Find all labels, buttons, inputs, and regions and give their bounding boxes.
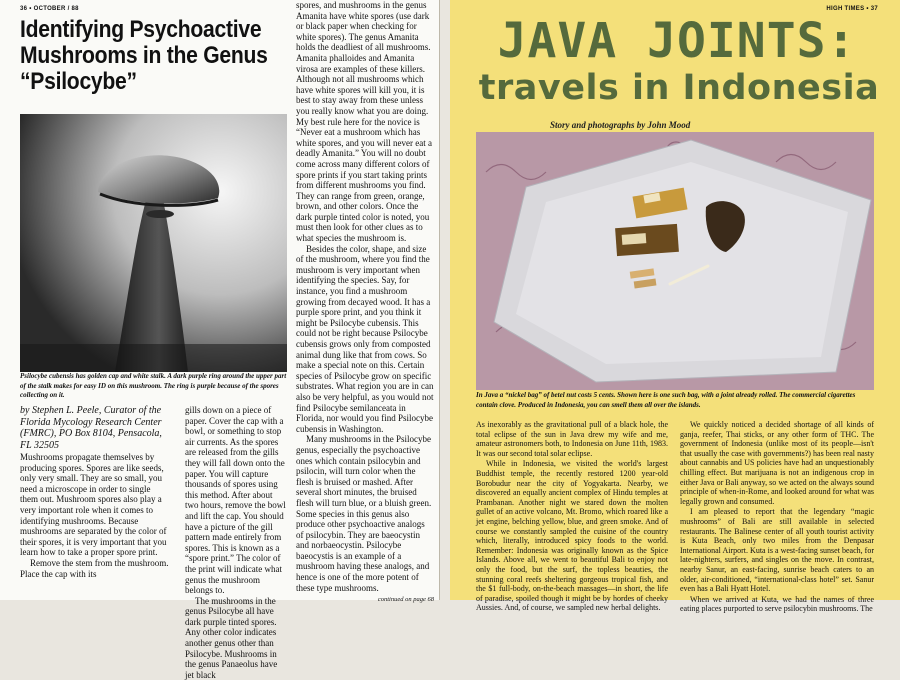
mushroom-photo — [20, 114, 287, 372]
paragraph: Remove the stem from the mushroom. Place the cap with its — [20, 557, 169, 579]
article-column — [680, 420, 874, 615]
paragraph: We quickly noticed a decided shortage of all kinds of ganja, reefer, Thai sticks, or any other form of THC. The government of Indonesia (unlike most of its people—isn't that usually the case with governments?) has been real nasty about cannabis and US policies have had an unquestionably chilling effect. But marijuana is not an indigenous crop in either Java or Bali anyway, so we acted on the always sound principle of when-in-Rome, and looked around for what was legally grown and consumed. — [680, 420, 874, 506]
byline: by Stephen L. Peele, Curator of the Florida Mycology Research Center (FMRC), PO Box 8104, Pensacola, FL 32505 — [20, 405, 162, 451]
article-column — [296, 0, 434, 606]
article-headline — [20, 16, 268, 95]
paragraph: When we arrived at Kuta, we had the names of three eating places purported to serve psilocybin mushrooms. The — [680, 594, 874, 614]
paragraph: spores, and mushrooms in the genus Amanita have white spores (use dark or black paper when checking for white spores). The genus Amanita holds the deadliest of all mushrooms. Amanita phalloides and Amanita virosa are examples of these killers. Although not all mushrooms which have white spores will kill you, it is best to stay away from these unless you really know what you are doing. My best rule here for the novice is “Never eat a mushroom which has white spores, and you will never eat a deadly Amanita.” You will no doubt come across many different colors of spore prints if you start taking prints from different mushrooms you find. They can range from green, orange, brown, and other colors. Once the dark purple tinted color is noted, you must then look for other clues as to what species the mushroom is. — [296, 0, 432, 244]
story-credit: Story and photographs by John Mood — [550, 120, 691, 130]
headline-line: Mushrooms in the Genus — [20, 42, 268, 69]
article-title: JAVA JOINTS: — [497, 13, 857, 69]
paragraph: I am pleased to report that the legendary “magic mushrooms” of Bali are still available in selected restaurants. The Balinese center of all youth tourist activity is Kuta Beach, only two miles from the Denpasar International Airport. Kuta is a west-facing sunset beach, for late-nighters, surfers, and singles on the move. In contrast, nearby Sanur, an east-facing, sunrise beach caters to an older, air-conditioned, “international-class hotel” set. Sanur even has a Bali Hyatt Hotel. — [680, 507, 874, 594]
page-folio: HIGH TIMES • 37 — [826, 6, 878, 12]
photo-caption: Psilocybe cubensis has golden cap and white stalk. A dark purple ring around the upper part of the stalk makes for easy ID on this mushroom. The ring is purple because of the spores collecting on it. — [20, 372, 287, 399]
paragraph: Many mushrooms in the Psilocybe genus, especially the psychoactive ones which contain psilocybin and psilocin, will turn color when the flesh is bruised or mashed. After several short minutes, the bruised flesh will turn blue, or a bluish green. Some species in this genus also produce other psychoactive analogs of psilocybin. They are baeocystin and norbaeocystin. Psilocybe baeocystis is an example of a mushroom having these analogs, and hence is one of the more potent of these type mushrooms. — [296, 434, 432, 593]
article-column — [20, 405, 170, 579]
paragraph: Besides the color, shape, and size of the mushroom, where you find the mushroom is very important when identifying the species. Say, for instance, you find a mushroom growing from decayed wood. It has a purple spore print, and you think it might be Psilocybe cubensis. This could not be right because Psilocybe cubensis grows only from composted animal dung like that from cows. So make a special note on this. Certain species of Psilocybe grow on specific substrates. What region you are in can also be very helpful, as you would not find Psilocybe semilanceata in Florida, nor would you find Psilocybe cubensis in Washington. — [296, 243, 434, 434]
left-page — [0, 0, 440, 680]
table-photo — [476, 132, 874, 390]
continued-note: continued on page 68 — [377, 596, 434, 604]
paragraph: While in Indonesia, we visited the world's largest Buddhist temple, the recently restored 1200 year-old Borobudur near the city of Yogyakarta. Nearby, we discovered an equally ancient complex of Hindu temples at Prambanan. Another night we stared down the molten gullet of an active volcano, Mt. Bromo, which roared like a jet engine, belching yellow, blue, and green smoke. And of course we constantly sampled the cuisine of the country which, literally, introduced spicy foods to the world. Remember: Indonesia was originally known as the Spice Islands. Above all, we went to beautiful Bali to enjoy not only the food, but the surf, the topless beauties, the stunning coral reefs sheltering gorgeous tropical fish, and the $1 full-body, on-the-beach massages—in short, the life of paradise, spoiled though it might be by hordes of cheeky Aussies. And, of course, we sampled new herbal delights. — [476, 459, 668, 613]
right-page — [450, 0, 900, 614]
paragraph: The mushrooms in the genus Psilocybe all have dark purple tinted spores. Any other color indicates another genus other than Psilocybe. Mushrooms in the genus Panaeolus have jet black — [185, 595, 278, 680]
paragraph: As inexorably as the gravitational pull of a black hole, the total eclipse of the sun in Java drew my wife and me, amateur astronomers both, to Indonesia on June 11th, 1983. It was our second total solar eclipse. — [476, 420, 668, 458]
headline-line: “Psilocybe” — [20, 68, 137, 95]
paragraph: Mushrooms propagate themselves by producing spores. Spores are like seeds, only very small. They are so small, you need a microscope in order to single them out. Mushroom spores also play a very important role when it comes to identifying mushrooms. Because mushrooms are separated by the color of their spores, it is very important that you learn how to take a proper spore print. — [20, 452, 167, 558]
article-column — [185, 405, 288, 680]
headline-line: Identifying Psychoactive — [20, 16, 262, 43]
photo-caption: In Java a “nickel bag” of betel nut costs 5 cents. Shown here is one such bag, with a joint already rolled. The commercial cigarettes contain clove. Produced in Indonesia, you can smell them all over the islands. — [476, 391, 856, 409]
article-subtitle: travels in Indonesia — [478, 68, 880, 108]
page-folio: 36 • OCTOBER / 88 — [20, 6, 79, 12]
paragraph: gills down on a piece of paper. Cover the cap with a bowl, or something to stop air currents. As the spores are released from the gills they will fall down onto the paper. You will capture thousands of spores using this method. After about two hours, remove the bowl and lift the cap. You should have a picture of the gill pattern made entirely from spores. This is known as a “spore print.” The color of the print will indicate what genus the mushroom belongs to. — [185, 405, 286, 596]
article-column — [476, 420, 668, 614]
